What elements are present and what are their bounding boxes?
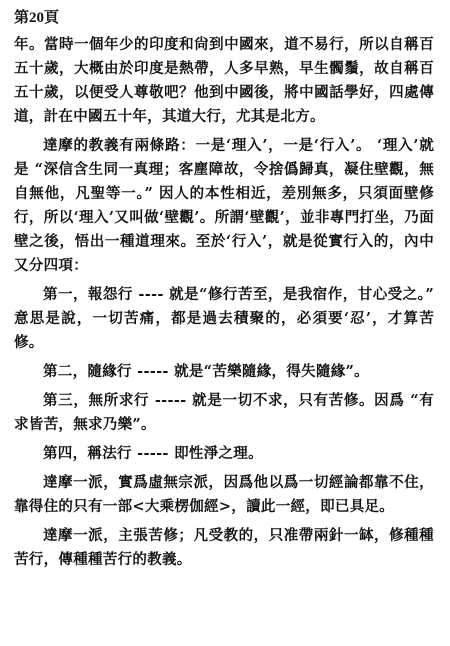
paragraph-school-summary: 達摩一派，實爲虛無宗派，因爲他以爲一切經論都靠不住，靠得住的只有一部<大乘楞伽經>，讀此一經，即已具足。 xyxy=(14,474,434,515)
document-body xyxy=(14,33,434,577)
paragraph-third-practice: 第三，無所求行 ----- 就是一切不求，只有苦修。因爲 “有求皆苦，無求乃樂”。 xyxy=(14,392,434,433)
paragraph-first-practice: 第一，報怨行 ---- 就是“修行苦至，是我宿作，甘心受之。” 意思是說，一切苦痛，都是過去積聚的，必須要‘忍’，才算苦修。 xyxy=(14,286,434,351)
paragraph-second-practice: 第二，隨緣行 ----- 就是“苦樂隨緣，得失隨緣”。 xyxy=(43,363,369,380)
paragraph-fourth-practice: 第四，稱法行 ----- 即性淨之理。 xyxy=(43,445,263,462)
paragraph-two-paths: 達摩的教義有兩條路：一是‘理入’，一是‘行入’。 ‘理入’就是 “深信含生同一真理；客塵障故，令捨僞歸真，凝住壁觀，無自無他，凡聖等一。” 因人的本性相近，差別無多，只須面壁修行，所以‘理入’又叫做‘壁觀’。所謂‘壁觀’，並非專門打坐，乃面壁之後，悟出一種道理來。至於‘行入’，就是從實行入的，內中又分四項： xyxy=(14,137,434,274)
paragraph-ascetic-practice: 達摩一派，主張苦修；凡受教的，只准帶兩針一缽，修種種苦行，傳種種苦行的教義。 xyxy=(14,527,434,568)
paragraph-intro: 年。當時一個年少的印度和尙到中國來，道不易行，所以自稱百五十歲，大概由於印度是熱帶，人多早熟，早生髑鬚，故自稱百五十歲，以便受人尊敬吧？他到中國後，將中國話學好，四處傳道，計在中國五十年，其道大行，尤其是北方。 xyxy=(14,36,434,125)
page-number-header: 第20頁 xyxy=(14,10,60,26)
